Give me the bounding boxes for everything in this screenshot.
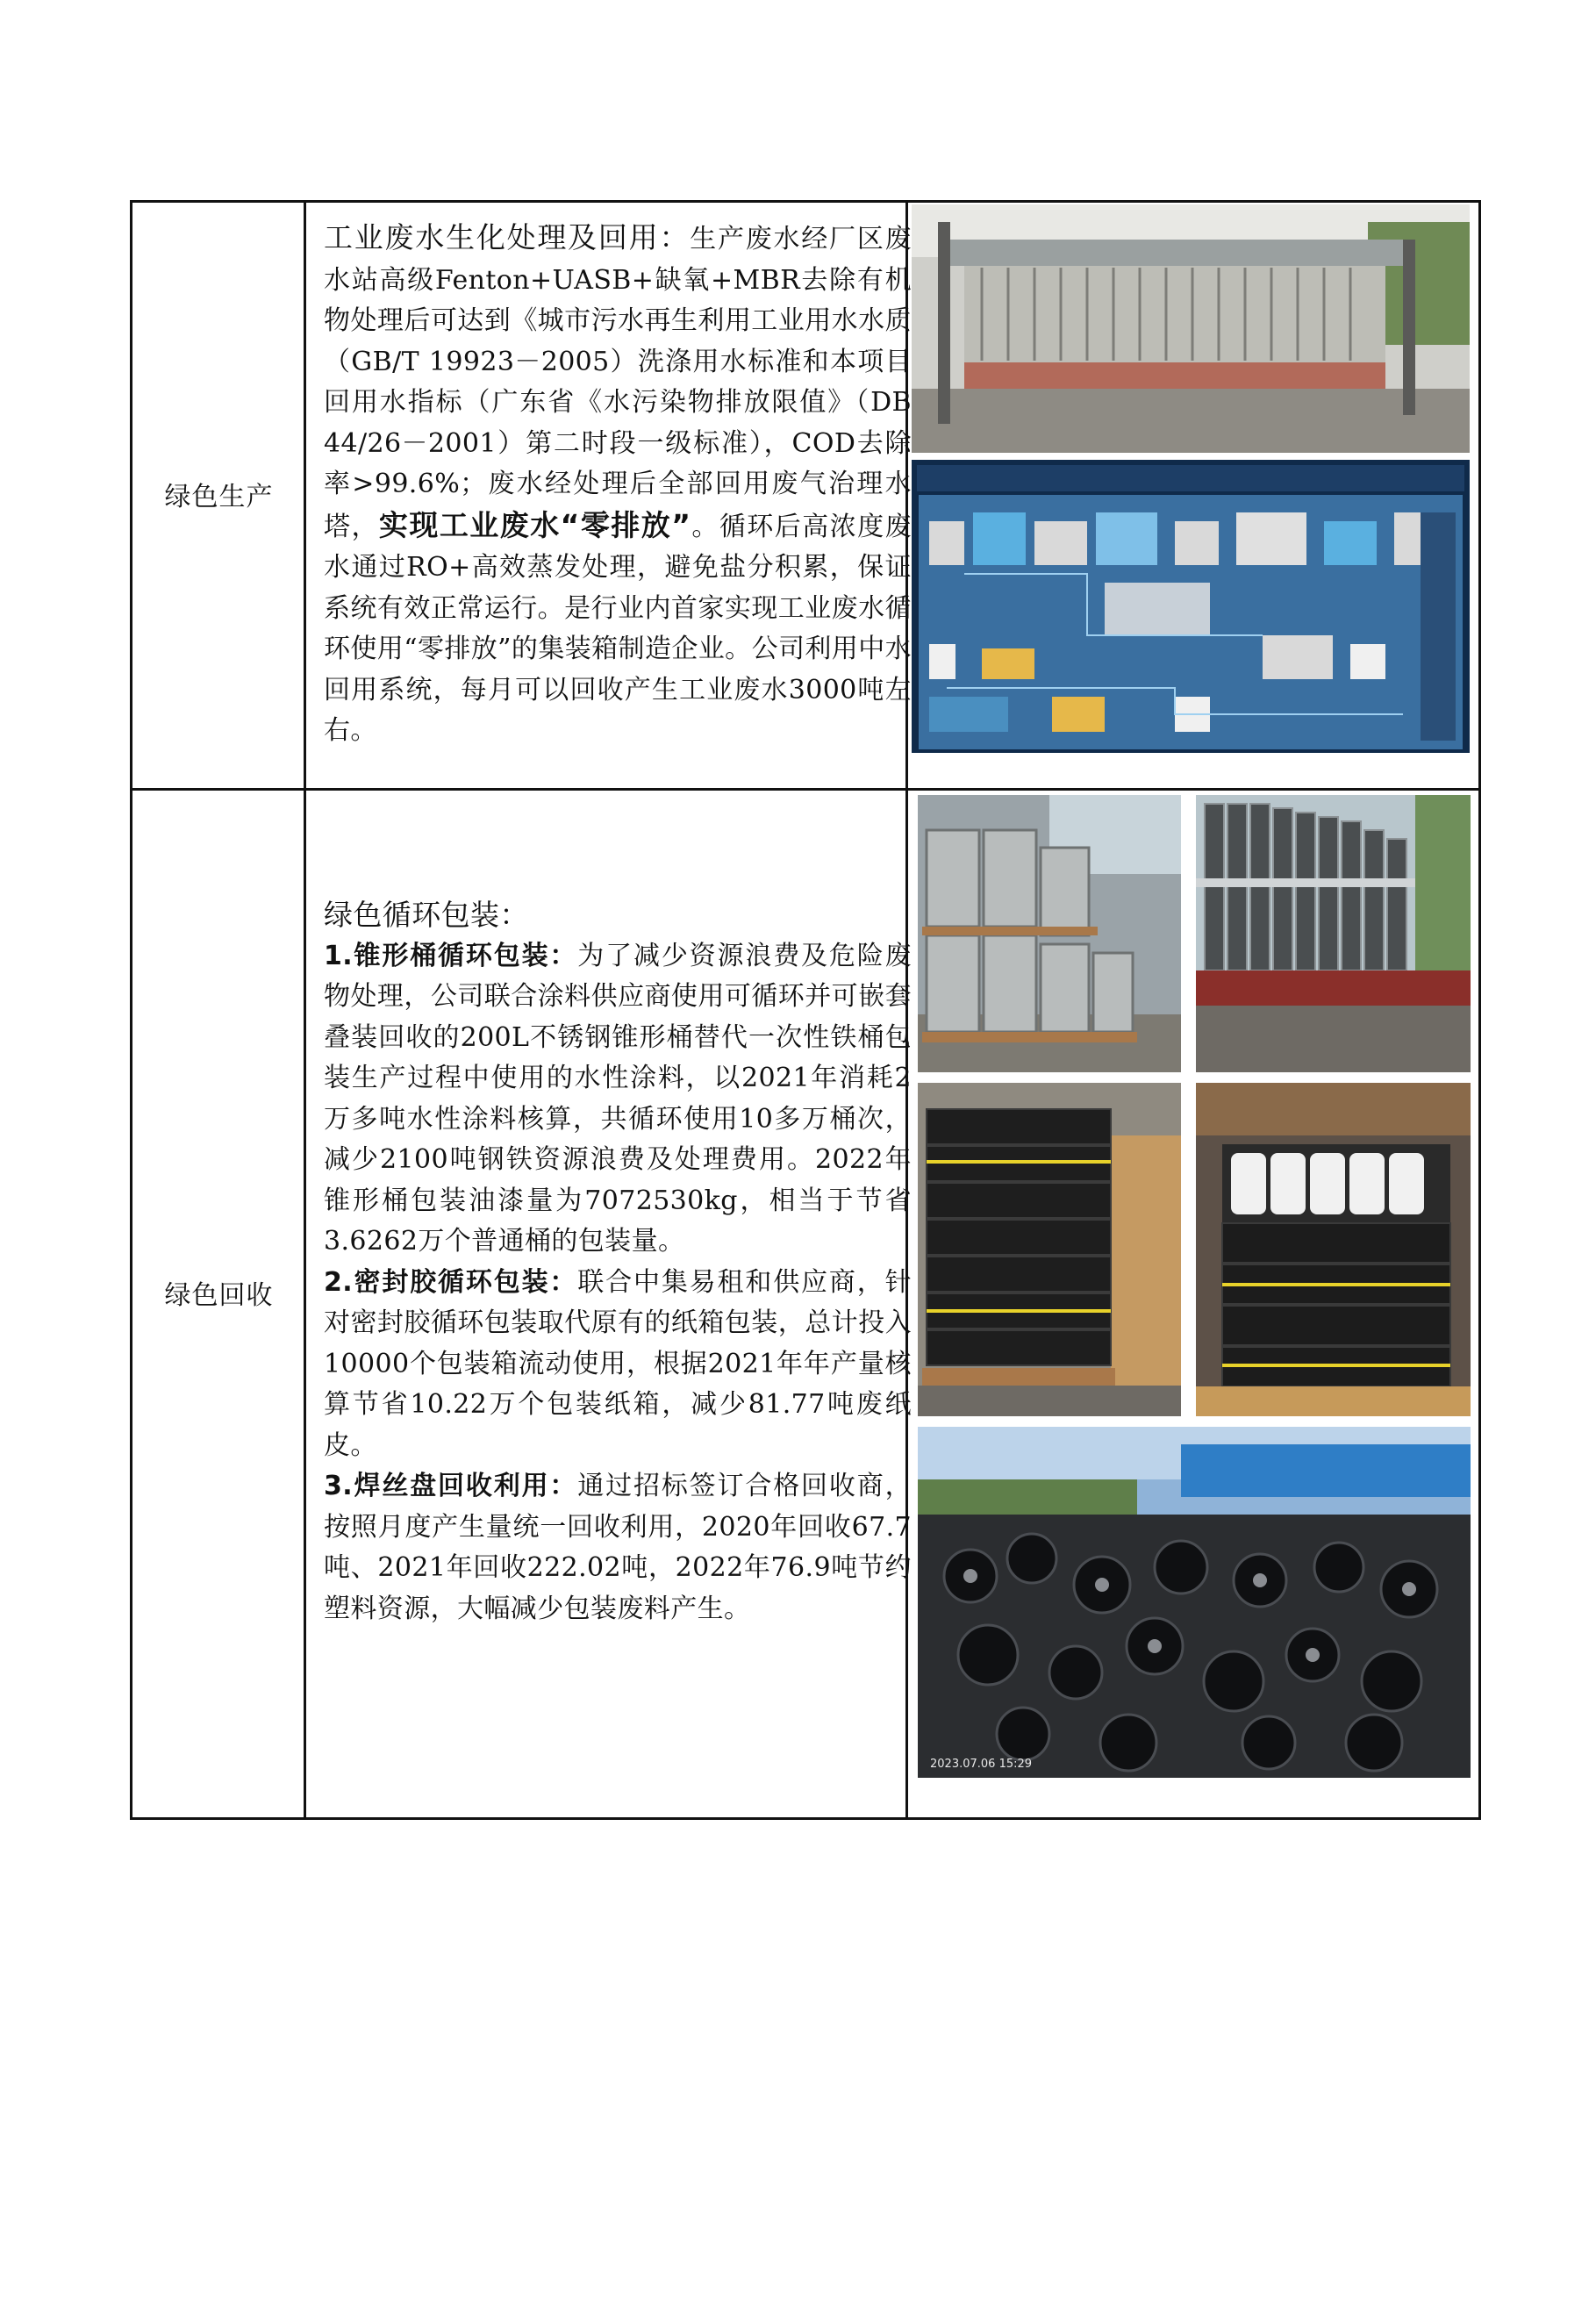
wire-spools-photo [918,1427,1471,1778]
drums-loaded-truck-icon [1196,795,1471,1072]
sealant-crates-stack-photo [918,1083,1181,1416]
column-divider-1 [304,203,306,1817]
content-table [130,200,1481,1820]
open-sealant-crate-icon [1196,1083,1471,1416]
wire-spool-title: 3.焊丝盘回收利用： [324,1471,578,1501]
plastic-wire-spools-icon [918,1427,1471,1778]
sealant-text: 联合中集易租和供应商，针对密封胶循环包装取代原有的纸箱包装，总计投入10000个包装箱流动使用，根据2021年年产量核算节省10.22万个包装纸箱，减少81.77吨废纸皮。 [324,1266,912,1461]
sealant-title: 2.密封胶循环包装： [324,1266,578,1298]
green-recycling-text [324,895,912,1629]
wastewater-body-1: 生产废水经厂区废水站高级Fenton+UASB+缺氧+MBR去除有机物处理后可达到《城市污水再生利用工业用水水质（GB/T 19923－2005）洗涤用水标准和本项目回用水指标（广东省《水污染物排放限值》（DB 44/26－2001）第二时段一级标准），COD去除率>99.6%；废水经处理后全部回用废气治理水塔， [324,224,912,542]
stainless-conical-drums-icon [918,795,1181,1072]
green-production-text [324,218,912,752]
black-sealant-crates-icon [918,1083,1181,1416]
filter-press-photo [912,204,1470,453]
wastewater-monitoring-screen-icon [912,460,1470,753]
industrial-filter-press-icon [912,204,1470,453]
wastewater-body-2: 。循环后高浓度废水通过RO+高效蒸发处理，避免盐分积累，保证系统有效正常运行。是行业内首家实现工业废水循环使用“零排放”的集装箱制造企业。公司利用中水回用系统，每月可以回收产生工业废水3000吨左右。 [324,511,912,746]
drums-truck-photo [1196,795,1471,1072]
zero-discharge-emphasis: 实现工业废水“零排放” [378,507,691,542]
wastewater-heading: 工业废水生化处理及回用： [324,220,691,254]
steel-drums-pallet-photo [918,795,1181,1072]
conical-drum-title: 1.锥形桶循环包装： [324,940,578,971]
row-label-green-recycling: 绿色回收 [164,1280,274,1311]
monitoring-screen-photo [912,460,1470,753]
wire-spool-text: 通过招标签订合格回收商，按照月度产生量统一回收利用，2020年回收67.7吨、2021年回收222.02吨，2022年76.9吨节约塑料资源，大幅减少包装废料产生。 [324,1471,912,1624]
photo-timestamp: 2023.07.06 15:29 [930,1758,1033,1771]
sealant-crate-open-photo [1196,1083,1471,1416]
packaging-heading: 绿色循环包装： [324,898,529,932]
row-label-green-production: 绿色生产 [164,482,274,512]
row-divider [132,788,1478,791]
conical-drum-text: 为了减少资源浪费及危险废物处理，公司联合涂料供应商使用可循环并可嵌套叠装回收的200L不锈钢锥形桶替代一次性铁桶包装生产过程中使用的水性涂料，以2021年消耗2万多吨水性涂料核算，共循环使用10多万桶次，减少2100吨钢铁资源浪费及处理费用。2022年锥形桶包装油漆量为7072530kg，相当于节省3.6262万个普通桶的包装量。 [324,940,912,1257]
